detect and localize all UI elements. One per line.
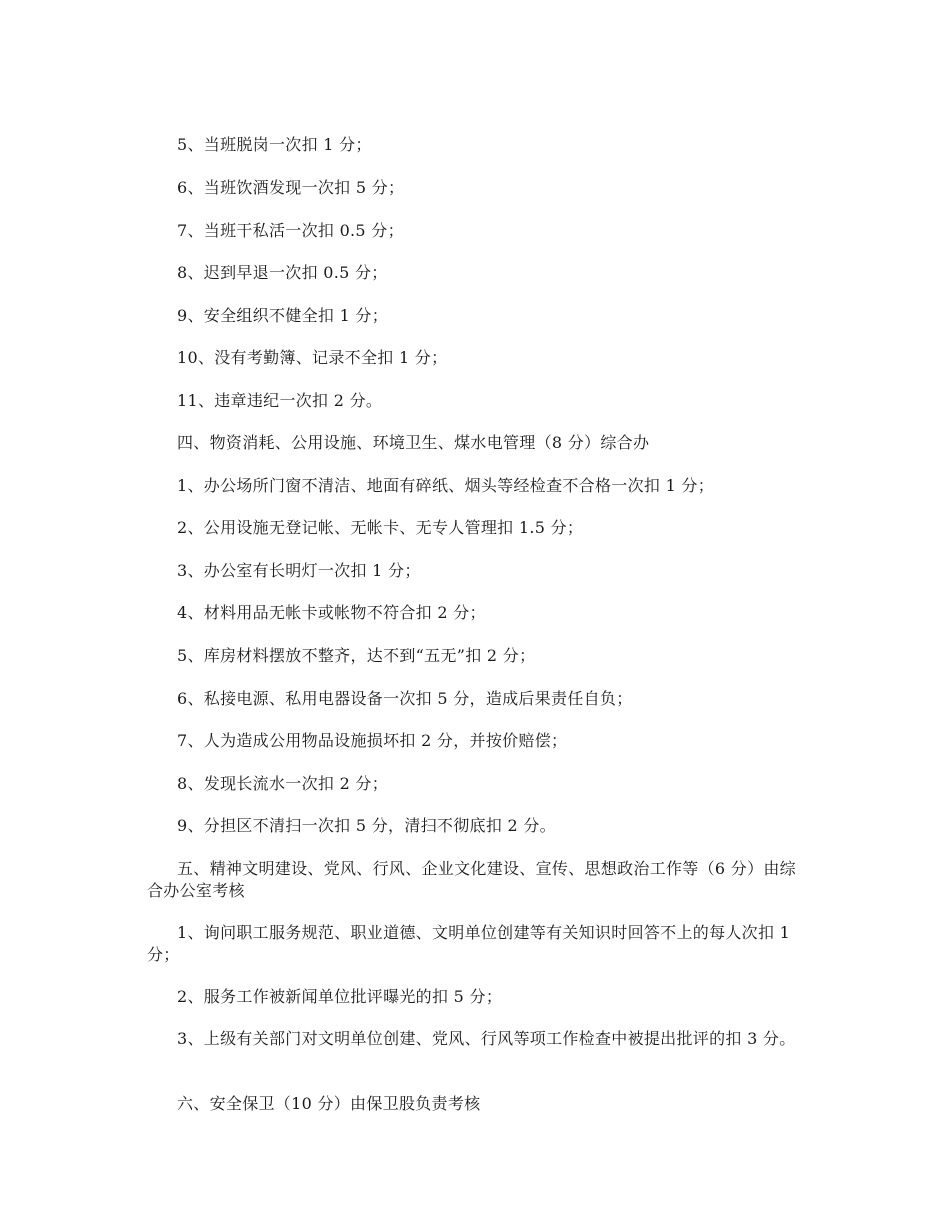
section-heading: 四、物资消耗、公用设施、环境卫生、煤水电管理（8 分）综合办 xyxy=(177,433,650,452)
paragraph: 10、没有考勤簿、记录不全扣 1 分； xyxy=(177,348,448,367)
paragraph: 11、违章违纪一次扣 2 分。 xyxy=(177,391,383,410)
paragraph: 8、发现长流水一次扣 2 分； xyxy=(177,774,389,793)
section-heading: 六、安全保卫（10 分）由保卫股负责考核 xyxy=(177,1094,481,1113)
paragraph: 9、分担区不清扫一次扣 5 分，清扫不彻底扣 2 分。 xyxy=(177,816,556,835)
section-heading: 五、精神文明建设、党风、行风、企业文化建设、宣传、思想政治工作等（6 分）由综合办公室考核 xyxy=(147,859,796,900)
paragraph: 6、私接电源、私用电器设备一次扣 5 分，造成后果责任自负； xyxy=(177,689,633,708)
paragraph: 1、询问职工服务规范、职业道德、文明单位创建等有关知识时回答不上的每人次扣 1 分； xyxy=(147,923,791,964)
paragraph: 1、办公场所门窗不清洁、地面有碎纸、烟头等经检查不合格一次扣 1 分； xyxy=(177,476,715,495)
paragraph: 4、材料用品无帐卡或帐物不符合扣 2 分； xyxy=(177,603,486,622)
paragraph: 9、安全组织不健全扣 1 分； xyxy=(177,306,389,325)
paragraph: 6、当班饮酒发现一次扣 5 分； xyxy=(177,178,405,197)
paragraph: 5、当班脱岗一次扣 1 分； xyxy=(177,135,372,154)
paragraph: 5、库房材料摆放不整齐，达不到“五无”扣 2 分； xyxy=(177,646,536,665)
paragraph: 2、服务工作被新闻单位批评曝光的扣 5 分； xyxy=(177,987,503,1006)
paragraph: 2、公用设施无登记帐、无帐卡、无专人管理扣 1.5 分； xyxy=(177,518,584,537)
paragraph: 3、上级有关部门对文明单位创建、党风、行风等项工作检查中被提出批评的扣 3 分。 xyxy=(177,1029,796,1048)
paragraph: 7、当班干私活一次扣 0.5 分； xyxy=(177,221,404,240)
paragraph: 3、办公室有长明灯一次扣 1 分； xyxy=(177,561,421,580)
paragraph: 7、人为造成公用物品设施损坏扣 2 分，并按价赔偿； xyxy=(177,731,568,750)
paragraph: 8、迟到早退一次扣 0.5 分； xyxy=(177,263,388,282)
